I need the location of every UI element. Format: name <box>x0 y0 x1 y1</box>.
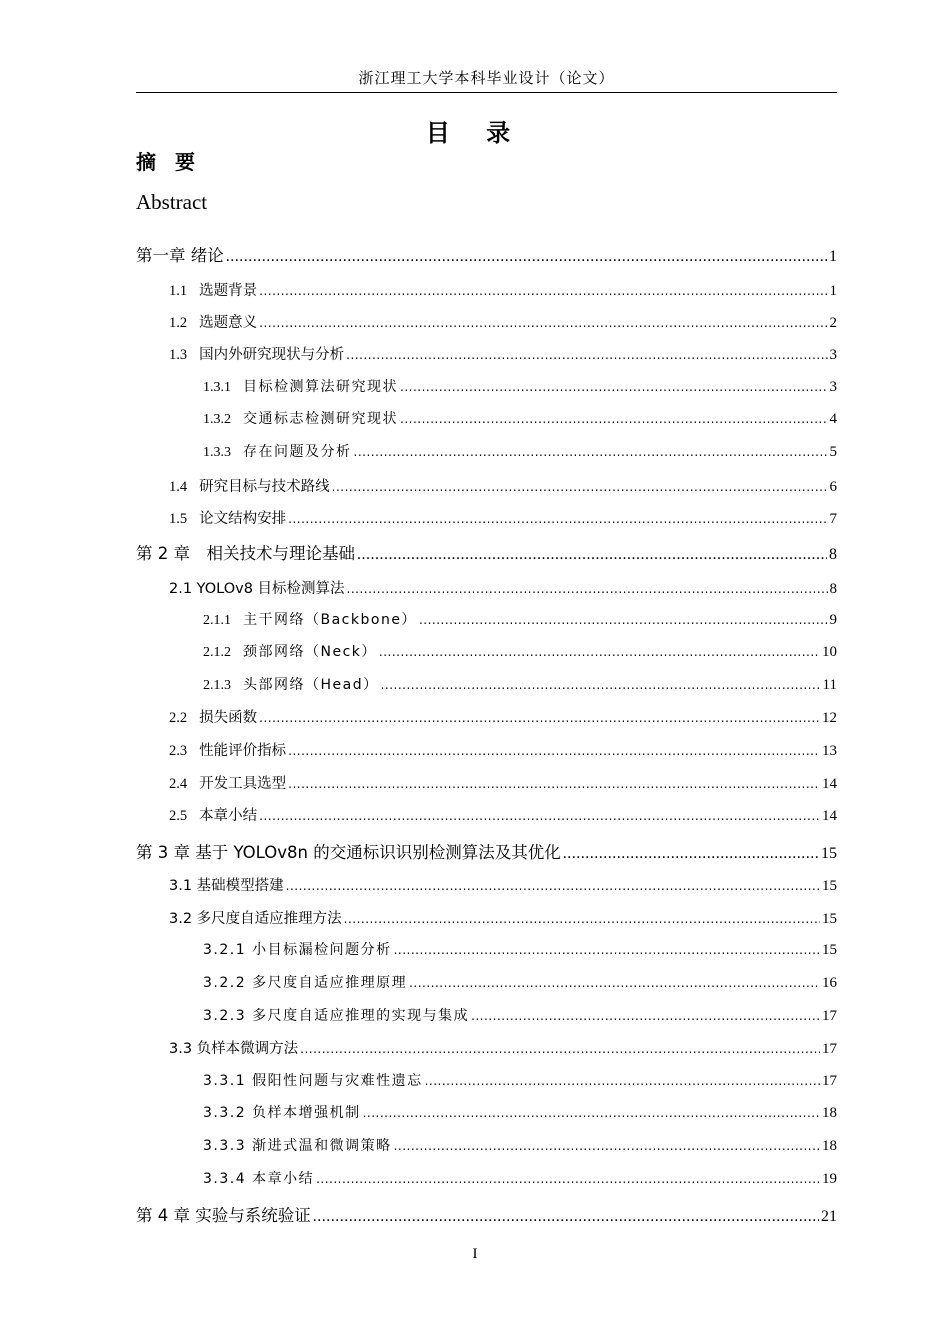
toc-entry-title <box>169 874 286 895</box>
toc-leader-dots <box>394 1139 820 1153</box>
toc-entry[interactable] <box>203 408 837 432</box>
toc-entry-page: 17 <box>822 1041 837 1057</box>
toc-leader-dots <box>381 678 821 692</box>
toc-entry-text: 2.1 YOLOv8 目标检测算法 <box>169 581 345 597</box>
toc-entry-number: 1.3.2 <box>203 412 231 427</box>
toc-leader-dots <box>346 348 827 362</box>
toc-entry[interactable] <box>136 540 837 564</box>
toc-leader-dots <box>409 976 820 990</box>
toc-leader-dots <box>259 809 820 823</box>
toc-entry-text: 选题意义 <box>199 315 258 331</box>
toc-entry-text: 选题背景 <box>199 283 258 299</box>
toc-entry-title <box>169 772 288 793</box>
toc-entry-title <box>203 674 381 694</box>
toc-leader-dots <box>288 512 827 526</box>
toc-entry-text: 开发工具选型 <box>199 776 287 792</box>
toc-entry-title <box>169 907 344 928</box>
toc-entry-number: 2.4 <box>169 776 188 792</box>
toc-entry-page: 8 <box>829 546 837 563</box>
toc-entry-page: 16 <box>822 975 837 991</box>
toc-entry[interactable] <box>203 1168 837 1192</box>
toc-leader-dots <box>347 582 828 596</box>
toc-entry-page: 4 <box>829 411 837 427</box>
toc-entry[interactable] <box>203 1005 837 1029</box>
toc-entry-title <box>203 1135 394 1155</box>
toc-entry-number: 2.1.3 <box>203 678 231 693</box>
toc-leader-dots <box>400 412 828 426</box>
toc-entry-number: 2.2 <box>169 710 188 726</box>
toc-entry-number: 1.1 <box>169 283 188 299</box>
toc-entry-text: 存在问题及分析 <box>243 444 352 460</box>
toc-entry-title <box>136 540 357 564</box>
toc-leader-dots <box>259 284 827 298</box>
toc-entry-page: 9 <box>829 612 837 628</box>
toc-entry-text: 本章小结 <box>199 808 258 824</box>
toc-entry[interactable] <box>169 311 837 335</box>
toc-entry-text: 颈部网络（Neck） <box>243 644 377 660</box>
toc-leader-dots <box>357 546 827 564</box>
toc-entry-title <box>169 739 288 760</box>
toc-entry[interactable] <box>169 706 837 730</box>
toc-entry-number: 2.5 <box>169 808 188 824</box>
toc-leader-dots <box>288 744 820 758</box>
toc-entry-text: 损失函数 <box>199 710 258 726</box>
abstract-zh-entry[interactable]: 摘 要 <box>136 150 201 174</box>
toc-leader-dots <box>344 912 820 926</box>
toc-entry-page: 3 <box>829 379 837 395</box>
toc-leader-dots <box>332 480 828 494</box>
toc-entry[interactable] <box>203 1070 837 1094</box>
toc-entry[interactable] <box>169 507 837 531</box>
toc-entry-title <box>203 609 419 629</box>
toc-entry[interactable] <box>136 839 837 863</box>
toc-entry[interactable] <box>203 1102 837 1126</box>
toc-entry-title <box>169 804 259 825</box>
toc-entry-page: 2 <box>829 315 837 331</box>
toc-entry-text: 3.3.2 负样本增强机制 <box>203 1105 361 1121</box>
toc-leader-dots <box>316 1172 820 1186</box>
toc-entry-text: 3.3.4 本章小结 <box>203 1171 315 1187</box>
toc-entry[interactable] <box>169 1037 837 1061</box>
toc-entry-title <box>169 577 347 598</box>
toc-entry-title <box>136 242 226 266</box>
toc-leader-dots <box>394 943 820 957</box>
toc-entry-title <box>169 311 259 332</box>
toc-entry-title <box>169 475 332 496</box>
toc-entry-page: 14 <box>822 808 837 824</box>
toc-leader-dots <box>379 645 820 659</box>
toc-entry-page: 17 <box>822 1073 837 1089</box>
abstract-en-entry[interactable]: Abstract <box>136 190 208 214</box>
toc-entry-text: 3.2 多尺度自适应推理方法 <box>169 911 342 927</box>
toc-entry-page: 18 <box>822 1138 837 1154</box>
toc-entry[interactable] <box>169 475 837 499</box>
toc-entry-text: 3.3.3 渐进式温和微调策略 <box>203 1138 392 1154</box>
toc-entry-number: 1.3.1 <box>203 380 231 395</box>
toc-entry-title <box>203 441 354 461</box>
toc-entry[interactable] <box>136 1202 837 1226</box>
toc-entry-text: 第一章 绪论 <box>136 246 224 265</box>
toc-title: 目 录 <box>425 119 525 147</box>
toc-entry-page: 6 <box>829 479 837 495</box>
toc-entry-page: 11 <box>822 677 837 693</box>
toc-leader-dots <box>563 845 819 863</box>
toc-entry-text: 3.3 负样本微调方法 <box>169 1041 299 1057</box>
toc-entry[interactable] <box>136 242 837 266</box>
toc-entry-text: 性能评价指标 <box>199 743 287 759</box>
toc-entry-title <box>136 1202 313 1226</box>
toc-leader-dots <box>400 380 828 394</box>
toc-entry-title <box>169 706 259 727</box>
toc-entry-title <box>203 408 400 428</box>
toc-leader-dots <box>259 711 820 725</box>
toc-entry-page: 8 <box>829 581 837 597</box>
toc-entry-text: 第 4 章 实验与系统验证 <box>136 1206 311 1225</box>
page-header: 浙江理工大学本科毕业设计（论文） <box>136 64 837 93</box>
toc-entry[interactable] <box>203 441 837 465</box>
toc-entry-page: 3 <box>829 347 837 363</box>
toc-entry-text: 研究目标与技术路线 <box>199 479 330 495</box>
toc-entry-title <box>203 1070 425 1090</box>
toc-entry-title <box>169 1037 300 1058</box>
toc-entry-title <box>169 507 288 528</box>
toc-entry-text: 主干网络（Backbone） <box>243 612 417 628</box>
toc-entry-text: 国内外研究现状与分析 <box>199 347 345 363</box>
toc-entry[interactable] <box>203 674 837 698</box>
toc-entry-text: 目标检测算法研究现状 <box>243 379 398 395</box>
toc-entry-title <box>169 343 346 364</box>
toc-leader-dots <box>313 1208 819 1226</box>
toc-leader-dots <box>288 777 820 791</box>
toc-entry[interactable] <box>169 739 837 763</box>
toc-entry-page: 7 <box>829 511 837 527</box>
toc-entry-page: 10 <box>822 644 837 660</box>
toc-entry[interactable] <box>169 874 837 898</box>
toc-leader-dots <box>425 1074 820 1088</box>
toc-entry-page: 18 <box>822 1105 837 1121</box>
toc-entry-page: 15 <box>821 845 837 862</box>
toc-entry-title <box>169 279 259 300</box>
toc-entry-title <box>203 972 409 992</box>
toc-entry-title <box>203 1102 363 1122</box>
toc-entry-page: 13 <box>822 743 837 759</box>
toc-entry-title <box>203 376 400 396</box>
toc-entry-text: 第 2 章 相关技术与理论基础 <box>136 544 355 563</box>
toc-entry[interactable] <box>203 641 837 665</box>
toc-entry[interactable] <box>203 609 837 633</box>
toc-leader-dots <box>419 613 828 627</box>
toc-entry[interactable] <box>203 376 837 400</box>
toc-entry-number: 1.3 <box>169 347 188 363</box>
toc-entry-text: 论文结构安排 <box>199 511 287 527</box>
toc-entry-number: 1.5 <box>169 511 188 527</box>
toc-entry[interactable] <box>169 772 837 796</box>
toc-entry-text: 3.3.1 假阳性问题与灾难性遗忘 <box>203 1073 423 1089</box>
toc-entry-text: 3.2.3 多尺度自适应推理的实现与集成 <box>203 1008 470 1024</box>
toc-entry-title <box>203 1005 471 1025</box>
toc-entry-page: 15 <box>822 878 837 894</box>
toc-entry-text: 3.1 基础模型搭建 <box>169 878 284 894</box>
toc-entry-number: 1.4 <box>169 479 188 495</box>
toc-entry-number: 2.3 <box>169 743 188 759</box>
toc-leader-dots <box>300 1042 820 1056</box>
toc-entry-page: 21 <box>821 1208 837 1225</box>
toc-entry-page: 1 <box>829 248 837 265</box>
toc-entry-text: 3.2.1 小目标漏检问题分析 <box>203 942 392 958</box>
toc-entry-page: 5 <box>829 444 837 460</box>
toc-entry-page: 12 <box>822 710 837 726</box>
toc-leader-dots <box>259 316 827 330</box>
toc-entry-number: 1.3.3 <box>203 445 231 460</box>
toc-entry[interactable] <box>169 343 837 367</box>
toc-entry-page: 19 <box>822 1171 837 1187</box>
toc-entry[interactable] <box>169 279 837 303</box>
toc-leader-dots <box>226 248 827 266</box>
toc-leader-dots <box>354 445 828 459</box>
toc-entry[interactable] <box>203 939 837 963</box>
toc-entry-number: 2.1.2 <box>203 645 231 660</box>
toc-leader-dots <box>363 1106 820 1120</box>
toc-entry[interactable] <box>203 1135 837 1159</box>
toc-entry[interactable] <box>169 907 837 931</box>
toc-entry-title <box>203 641 379 661</box>
toc-entry-page: 15 <box>822 911 837 927</box>
toc-entry-number: 1.2 <box>169 315 188 331</box>
toc-leader-dots <box>286 879 820 893</box>
toc-entry-title <box>203 939 394 959</box>
toc-entry-page: 17 <box>822 1008 837 1024</box>
toc-leader-dots <box>471 1009 820 1023</box>
toc-entry-title <box>136 839 563 863</box>
toc-entry-title <box>203 1168 316 1188</box>
toc-entry-page: 1 <box>829 283 837 299</box>
toc-entry[interactable] <box>169 577 837 601</box>
toc-entry-number: 2.1.1 <box>203 613 231 628</box>
toc-entry[interactable] <box>169 804 837 828</box>
toc-entry-text: 头部网络（Head） <box>243 677 379 693</box>
page-number: I <box>472 1246 478 1262</box>
toc-entry-text: 交通标志检测研究现状 <box>243 411 398 427</box>
toc-entry-text: 第 3 章 基于 YOLOv8n 的交通标识识别检测算法及其优化 <box>136 843 561 862</box>
toc-entry-text: 3.2.2 多尺度自适应推理原理 <box>203 975 408 991</box>
toc-entry[interactable] <box>203 972 837 996</box>
toc-entry-page: 14 <box>822 776 837 792</box>
toc-entry-page: 15 <box>822 942 837 958</box>
